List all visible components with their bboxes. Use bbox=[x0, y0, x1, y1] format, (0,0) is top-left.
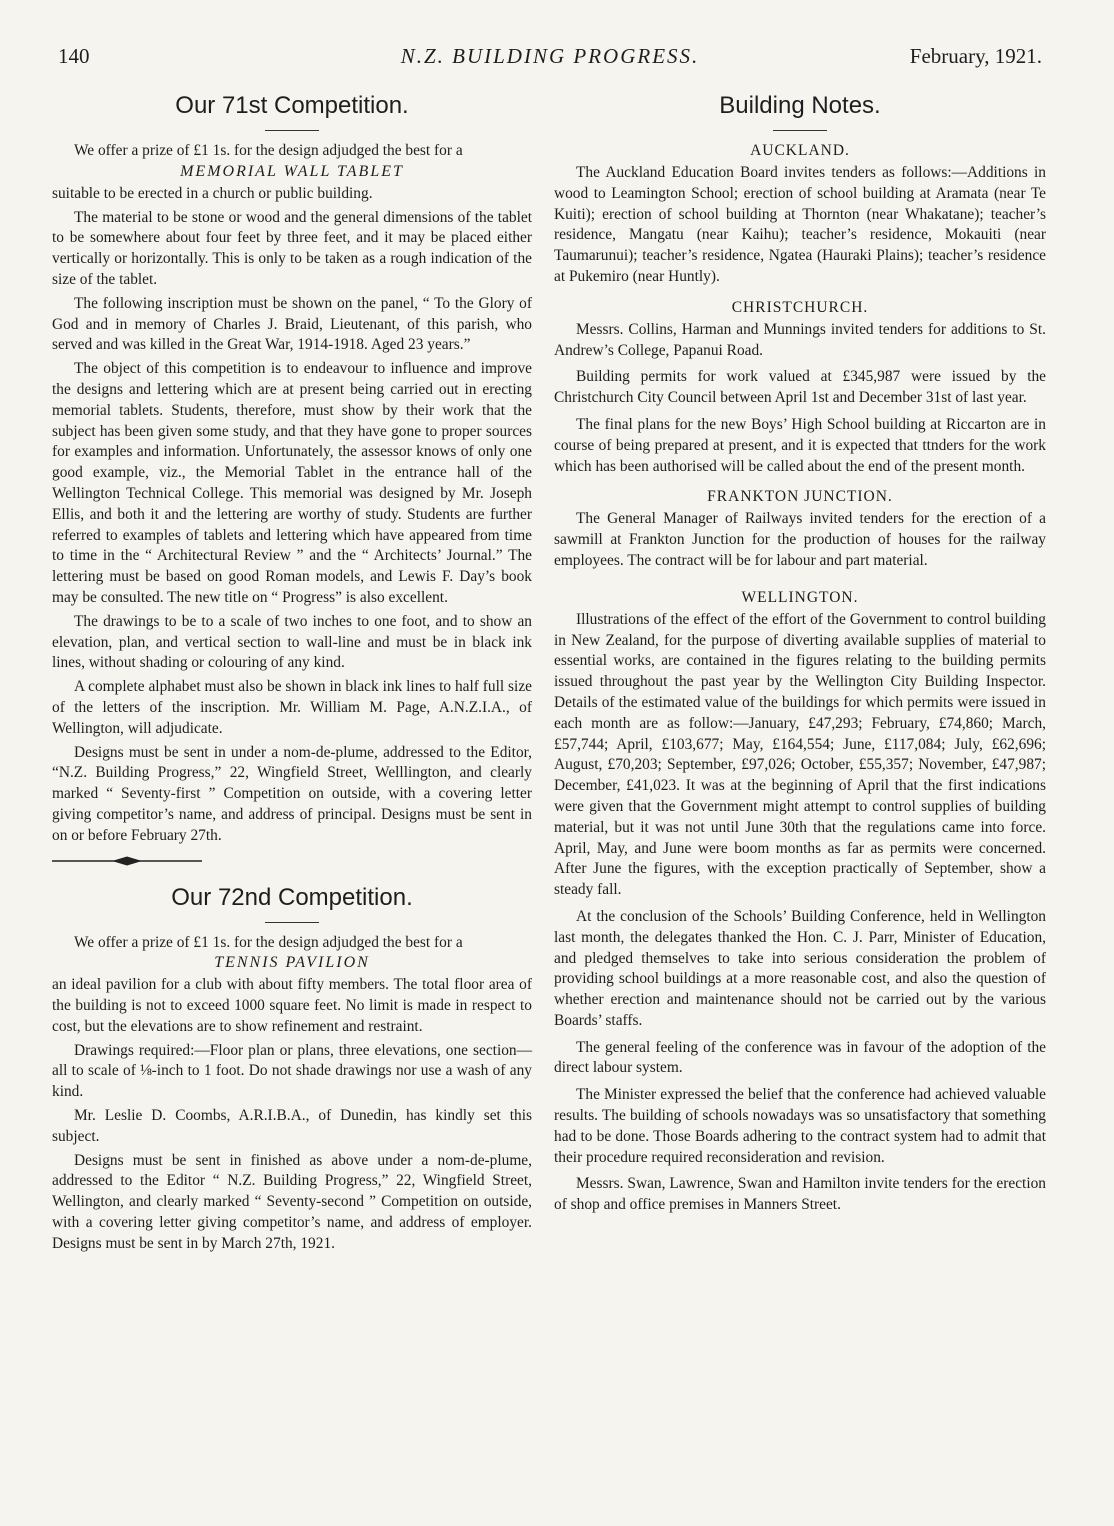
competition-72-intro: We offer a prize of £1 1s. for the design adjudged the best for a bbox=[74, 933, 463, 951]
section-ornament bbox=[52, 855, 202, 867]
paragraph: The material to be stone or wood and the general dimensions of the tablet to be somewhere about four feet by three feet, and it may be placed either vertically or horizontally. This is only to be taken as a rough indication of the size of the tablet. bbox=[52, 208, 532, 288]
paragraph: Illustrations of the effect of the effort of the Government to control building in New Zealand, for the purpose of diverting available supplies of material to essential works, are contained in the figures relating to the building permits issued throughout the past year by the Wellington City Building Inspector. Details of the estimated value of the buildings for which permits were issued in each month are as follow:—January, £47,293; February, £74,860; March, £57,744; April, £103,677; May, £164,554; June, £117,084; July, £62,696; August, £70,203; September, £97,026; October, £55,357; November, £47,987; December, £41,023. It was at the beginning of April that the first indications were given that the Government might attempt to control supplies of building material, but it was not until June 30th that the regulations came into force. April, May, and June were boom months as far as permits were concerned. After June the figures, with the exception practically of September, show a steady fall. bbox=[554, 610, 1046, 899]
paragraph: Messrs. Swan, Lawrence, Swan and Hamilton invite tenders for the erection of shop and office premises in Manners Street. bbox=[554, 1175, 1046, 1214]
competition-71-title: Our 71st Competition. bbox=[175, 92, 409, 119]
paragraph: The final plans for the new Boys’ High School building at Riccarton are in course of being prepared at present, and it is expected that ttnders for the work which has been authorised will be called about the end of the present month. bbox=[554, 415, 1046, 475]
building-notes-title: Building Notes. bbox=[719, 92, 881, 119]
section-heading-wellington: WELLINGTON. bbox=[741, 588, 859, 606]
paragraph: A complete alphabet must also be shown in black ink lines to half full size of the letters of the inscription. Mr. William M. Page, A.N.Z.I.A., of Wellington, will adjudicate. bbox=[52, 678, 532, 737]
competition-72-title: Our 72nd Competition. bbox=[171, 883, 413, 911]
left-column bbox=[52, 88, 532, 1255]
paragraph: an ideal pavilion for a club with about fifty members. The total floor area of the building is not to exceed 1000 square feet. No limit is made in respect to cost, but the elevations are to show refinement and restraint. bbox=[52, 976, 532, 1035]
competition-71-intro: We offer a prize of £1 1s. for the design adjudged the best for a bbox=[74, 142, 463, 159]
paragraph: The general feeling of the conference was in favour of the adoption of the direct labour system. bbox=[554, 1038, 1046, 1077]
paragraph: The drawings to be to a scale of two inches to one foot, and to show an elevation, plan, and vertical section to wall-line and must be in black ink lines, without shading or colouring of any kind. bbox=[52, 612, 532, 672]
paragraph: Designs must be sent in finished as above under a nom-de-plume, addressed to the Editor “ N.Z. Building Progress,” 22, Wingfield Street, Wellington, and clearly marked “ Seventy-second ” Competition on outside, with a covering letter giving competitor’s name, and address of employer. Designs must be sent in by March 27th, 1921. bbox=[52, 1151, 532, 1252]
section-heading-christchurch: CHRISTCHURCH. bbox=[731, 298, 869, 316]
paragraph: The General Manager of Railways invited tenders for the erection of a sawmill at Frankton Junction for the production of houses for the railway employees. The contract will be for labour and part material. bbox=[554, 510, 1046, 569]
section-heading-auckland: AUCKLAND. bbox=[750, 142, 850, 159]
title-rule bbox=[773, 130, 827, 131]
paragraph: suitable to be erected in a church or public building. bbox=[52, 184, 373, 202]
paragraph: The Minister expressed the belief that the conference had achieved valuable results. The building of schools nowadays was so unsatisfactory that something had to be done. Those Boards adhering to the contract system had to admit that their procedure required reconsideration and revision. bbox=[554, 1086, 1046, 1166]
paragraph: Building permits for work valued at £345,987 were issued by the Christchurch City Council between April 1st and December 31st of last year. bbox=[554, 368, 1046, 407]
paragraph: At the conclusion of the Schools’ Building Conference, held in Wellington last month, the delegates thanked the Hon. C. J. Parr, Minister of Education, and pledged themselves to take into serious consideration the problem of providing school buildings at a more reasonable cost, and also the question of whether erection and maintenance should not be carried out by the various Boards’ staffs. bbox=[554, 907, 1046, 1029]
title-rule bbox=[265, 922, 319, 923]
running-head bbox=[58, 44, 1042, 76]
page-number: 140 bbox=[58, 44, 90, 68]
right-column bbox=[554, 88, 1046, 1216]
paragraph: Mr. Leslie D. Coombs, A.R.I.B.A., of Dunedin, has kindly set this subject. bbox=[52, 1107, 532, 1145]
competition-72-subject: TENNIS PAVILION bbox=[214, 954, 370, 972]
title-rule bbox=[265, 130, 319, 131]
paragraph: Designs must be sent in under a nom-de-plume, addressed to the Editor, “N.Z. Building Progress,” 22, Wingfield Street, Welllington, and clearly marked “ Seventy-first ” Competition on outside, with a covering letter giving competitor’s name, and address of principal. Designs must be sent in on or before February 27th. bbox=[52, 743, 532, 844]
paragraph: The object of this competition is to endeavour to influence and improve the designs and lettering which are at present being carried out in erecting memorial tablets. Students, therefore, must show by their work that the subject has been given some study, and that they have gone to proper sources for examples and information. Unfortunately, the assessor knows of only one good example, viz., the Memorial Tablet in the entrance hall of the Wellington Technical College. This memorial was designed by Mr. Joseph Ellis, and both it and the lettering are worthy of study. Students are further referred to examples of tablets and lettering which have appeared from time to time in the “ Architectural Review ” and the “ Architects’ Journal.” The lettering must be based on good Roman models, and Lewis F. Day’s book may be consulted. The new title on “ Progress” is also excellent. bbox=[52, 360, 532, 606]
section-heading-frankton: FRANKTON JUNCTION. bbox=[707, 488, 893, 506]
issue-date: February, 1921. bbox=[909, 44, 1042, 68]
paragraph: The Auckland Education Board invites tenders as follows:—Additions in wood to Leamington School; erection of school building at Aramata (near Te Kuiti); erection of school building at Thornton (near Whakatane); teacher’s residence, Mangatu (near Kaihu); teacher’s residence, Mokauiti (near Taumarunui); teacher’s residence, Ngatea (Hauraki Plains); teacher’s residence at Pukemiro (near Huntly). bbox=[554, 164, 1046, 285]
paragraph: The following inscription must be shown on the panel, “ To the Glory of God and in memory of Charles J. Braid, Lieutenant, of this parish, who served and was killed in the Great War, 1914-1918. Aged 23 years.” bbox=[52, 294, 532, 354]
journal-title: N.Z. BUILDING PROGRESS. bbox=[400, 44, 700, 68]
paragraph: Messrs. Collins, Harman and Munnings invited tenders for additions to St. Andrew’s College, Papanui Road. bbox=[554, 320, 1046, 359]
paragraph: Drawings required:—Floor plan or plans, three elevations, one section—all to scale of ⅛-inch to 1 foot. Do not shade drawings nor use a wash of any kind. bbox=[52, 1041, 532, 1101]
competition-71-subject: MEMORIAL WALL TABLET bbox=[180, 162, 404, 180]
